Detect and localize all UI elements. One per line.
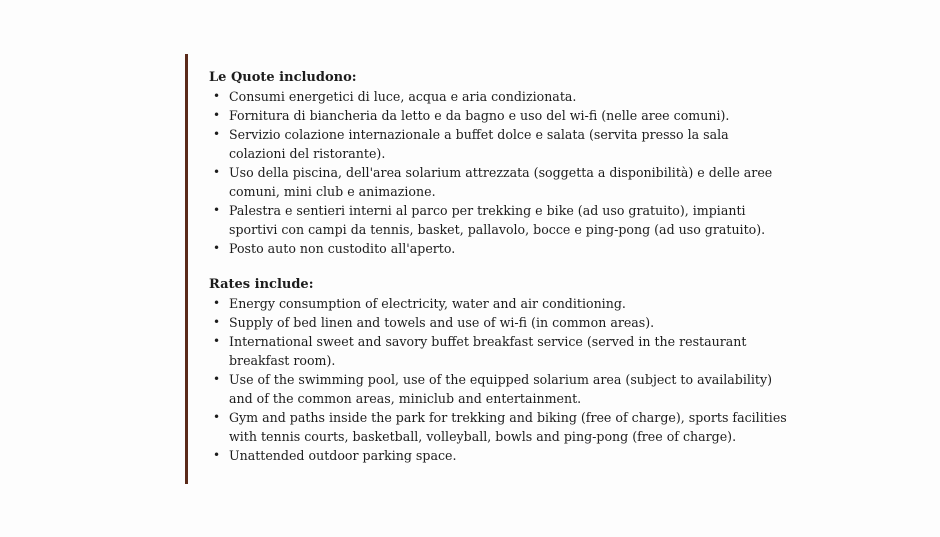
bullet-icon: • xyxy=(213,89,221,103)
list-item-text: Energy consumption of electricity, water and air conditioning. xyxy=(229,296,626,311)
bullet-icon: • xyxy=(213,165,221,179)
bullet-icon: • xyxy=(213,334,221,348)
list-item xyxy=(209,163,789,201)
bullet-icon: • xyxy=(213,127,221,141)
italian-section-heading: Le Quote includono: xyxy=(209,70,357,85)
bullet-icon: • xyxy=(213,241,221,255)
bullet-icon: • xyxy=(213,372,221,386)
list-item xyxy=(209,332,789,370)
bullet-icon: • xyxy=(213,410,221,424)
bullet-icon: • xyxy=(213,108,221,122)
list-item-text: Consumi energetici di luce, acqua e aria condizionata. xyxy=(229,89,577,104)
english-section-heading: Rates include: xyxy=(209,277,314,292)
list-item-text: International sweet and savory buffet breakfast service (served in the restaurant breakfast room). xyxy=(229,334,747,368)
bullet-icon: • xyxy=(213,448,221,462)
italian-inclusions-list xyxy=(209,87,805,258)
english-inclusions-list xyxy=(209,294,805,465)
italian-section xyxy=(209,68,805,258)
bullet-icon: • xyxy=(213,296,221,310)
list-item xyxy=(209,370,789,408)
list-item-text: Palestra e sentieri interni al parco per trekking e bike (ad uso gratuito), impianti sportivi con campi da tennis, basket, pallavolo, bocce e ping-pong (ad uso gratuito). xyxy=(229,203,766,237)
list-item-text: Fornitura di biancheria da letto e da bagno e uso del wi-fi (nelle aree comuni). xyxy=(229,108,730,123)
rates-content-block xyxy=(185,54,805,484)
list-item-text: Supply of bed linen and towels and use of wi-fi (in common areas). xyxy=(229,315,655,330)
bullet-icon: • xyxy=(213,315,221,329)
list-item xyxy=(209,313,789,332)
list-item xyxy=(209,294,789,313)
list-item-text: Gym and paths inside the park for trekking and biking (free of charge), sports facilities with tennis courts, basketball, volleyball, bowls and ping-pong (free of charge). xyxy=(229,410,787,444)
list-item xyxy=(209,408,789,446)
list-item xyxy=(209,201,789,239)
list-item xyxy=(209,106,789,125)
list-item xyxy=(209,125,789,163)
list-item xyxy=(209,446,789,465)
english-section xyxy=(209,275,805,465)
list-item-text: Posto auto non custodito all'aperto. xyxy=(229,241,456,256)
list-item xyxy=(209,87,789,106)
list-item-text: Use of the swimming pool, use of the equipped solarium area (subject to availability) and of the common areas, miniclub and entertainment. xyxy=(229,372,773,406)
list-item-text: Uso della piscina, dell'area solarium attrezzata (soggetta a disponibilità) e delle aree comuni, mini club e animazione. xyxy=(229,165,773,199)
list-item xyxy=(209,239,789,258)
bullet-icon: • xyxy=(213,203,221,217)
list-item-text: Servizio colazione internazionale a buffet dolce e salata (servita presso la sala colazioni del ristorante). xyxy=(229,127,729,161)
list-item-text: Unattended outdoor parking space. xyxy=(229,448,457,463)
